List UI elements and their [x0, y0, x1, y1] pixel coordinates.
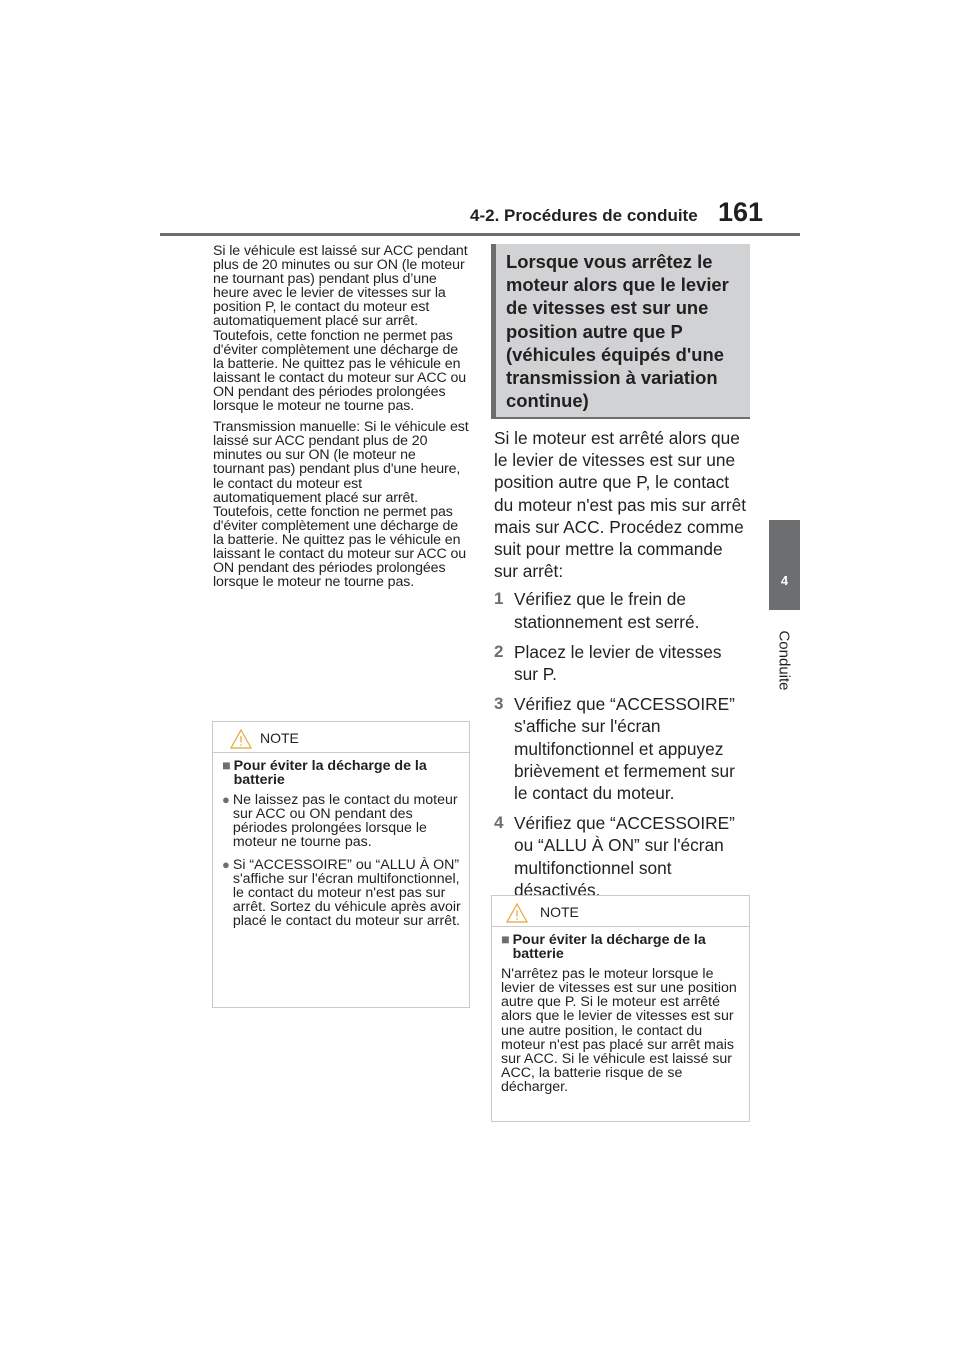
note-bullet: ● Si “ACCESSOIRE” ou “ALLU À ON” s'affiche sur l'écran multifonctionnel, le contact du moteur n'est pas sur arrêt. Sortez du véhicule après avoir placé le contact du moteur sur arrêt. — [222, 856, 461, 929]
note-header — [492, 896, 749, 927]
square-bullet-icon: ■ — [222, 758, 231, 774]
left-column — [213, 244, 469, 596]
section-heading-box — [491, 244, 750, 419]
chapter-label-wrap — [771, 618, 797, 698]
right-column — [494, 427, 750, 909]
note-label: NOTE — [540, 904, 579, 920]
paragraph: Si le véhicule est laissé sur ACC pendant plus de 20 minutes ou sur ON (le moteur ne tournant pas) pendant plus d’une heure avec le levier de vitesses sur la position P, le contact du moteur est automatiquement placé sur arrêt. Toutefois, cette fonction ne permet pas d'éviter complètement une décharge de la batterie. Ne quittez pas le véhicule en laissant le contact du moteur sur ACC ou ON pendant des périodes prolongées lorsque le moteur ne tourne pas. — [213, 243, 468, 415]
note-body — [492, 927, 749, 1102]
step-item: 1 Vérifiez que le frein de stationnement est serré. — [494, 589, 700, 632]
header-rule — [160, 233, 800, 236]
note-box — [212, 721, 470, 1008]
chapter-number: 4 — [780, 573, 789, 588]
step-item: 3 Vérifiez que “ACCESSOIRE” s'affiche sur l'écran multifonctionnel et appuyez brièvement et fermement sur le contact du moteur. — [494, 694, 735, 804]
page-number: 161 — [718, 197, 764, 227]
dot-bullet-icon: ● — [222, 792, 230, 808]
note-box — [491, 895, 750, 1122]
section-heading: Lorsque vous arrêtez le moteur alors que le levier de vitesses est sur une position autre que P (véhicules équipés d'une transmission à variation continue) — [506, 251, 729, 412]
step-item: 4 Vérifiez que “ACCESSOIRE” ou “ALLU À ON” sur l'écran multifonctionnel sont désactivés. — [494, 813, 735, 900]
section-title: 4-2. Procédures de conduite — [470, 206, 698, 225]
chapter-tab — [769, 520, 800, 610]
note-body — [213, 753, 469, 944]
dot-bullet-icon: ● — [222, 856, 230, 872]
paragraph: Transmission manuelle: Si le véhicule est laissé sur ACC pendant plus de 20 minutes ou sur ON (le moteur ne tournant pas) pendant plus d'une heure, le contact du moteur est automatiquement placé sur arrêt. Toutefois, cette fonction ne permet pas d'éviter complètement une décharge de la batterie. Ne quittez pas le véhicule en laissant le contact du moteur sur ACC ou ON pendant des périodes prolongées lorsque le moteur ne tourne pas. — [213, 419, 469, 591]
square-bullet-icon: ■ — [501, 932, 510, 948]
chapter-label: Conduite — [775, 630, 793, 691]
note-title: ■ Pour éviter la décharge de la batterie — [501, 932, 706, 963]
note-label: NOTE — [260, 730, 299, 746]
warning-icon — [230, 729, 252, 749]
note-bullet: ● Ne laissez pas le contact du moteur sur ACC ou ON pendant des périodes prolongées lorsque le moteur ne tourne pas. — [222, 792, 458, 851]
intro-paragraph: Si le moteur est arrêté alors que le levier de vitesses est sur une position autre que P, le contact du moteur n'est pas mis sur arrêt mais sur ACC. Procédez comme suit pour mettre la commande sur arrêt: — [494, 428, 747, 582]
note-header — [213, 722, 469, 753]
note-title: ■ Pour éviter la décharge de la batterie — [222, 758, 427, 789]
step-item: 2 Placez le levier de vitesses sur P. — [494, 641, 722, 685]
note-text: N'arrêtez pas le moteur lorsque le levier de vitesses est sur une position autre que P. Si le moteur est arrêté alors que le levier de vitesses est sur une autre position, le contact du moteur n'est pas placé sur arrêt mais sur ACC. Si le véhicule est laissé sur ACC, la batterie risque de se décharger. — [501, 966, 737, 1095]
warning-icon — [506, 903, 528, 923]
